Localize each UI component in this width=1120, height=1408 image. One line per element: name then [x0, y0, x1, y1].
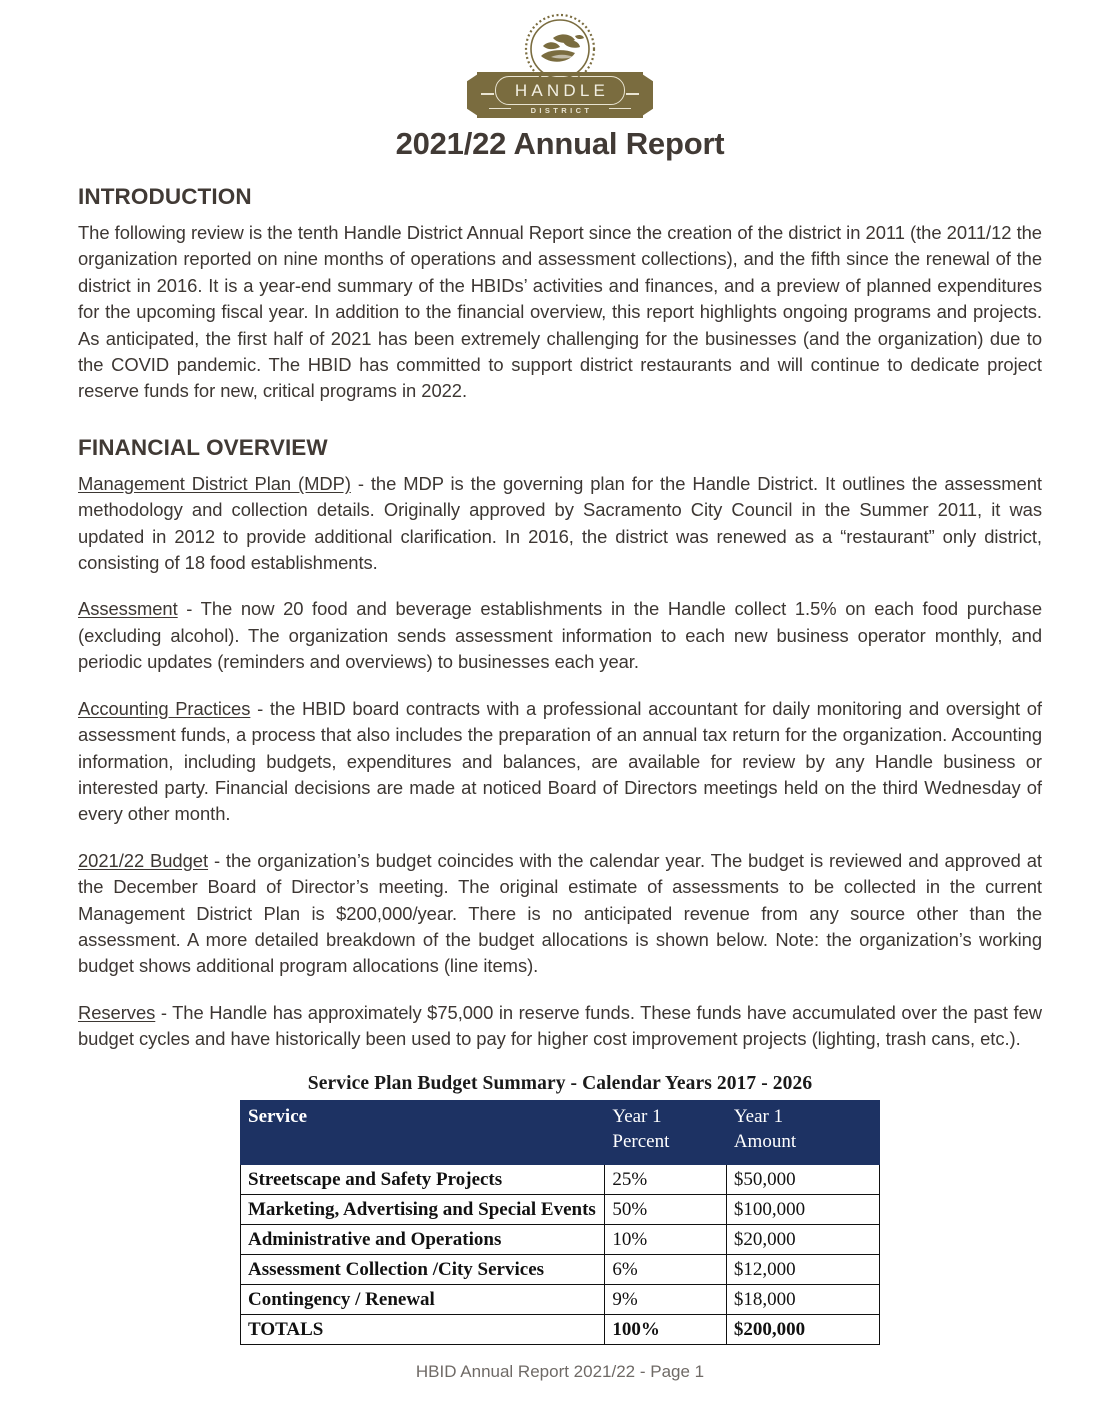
cell-service: Streetscape and Safety Projects [241, 1164, 605, 1194]
cell-amount: $20,000 [726, 1224, 879, 1254]
logo-block [78, 0, 1042, 118]
logo-subtitle-rule-right [609, 108, 631, 109]
budget-table-body [241, 1164, 880, 1344]
logo-dash-right [626, 93, 639, 95]
cell-amount: $100,000 [726, 1194, 879, 1224]
cell-service-totals: TOTALS [241, 1314, 605, 1344]
page-footer: HBID Annual Report 2021/22 - Page 1 [415, 1362, 705, 1381]
financial-item-budget-text: - the organization’s budget coincides with the calendar year. The budget is reviewed and approved at the December Board of Director’s meeting. The original estimate of assessments to be collected in the current Management District Plan is $200,000/year. There is no anticipated revenue from any source other than the assessment. A more detailed breakdown of the budget allocations is shown below. Note: the organization’s working budget shows additional program allocations (line items). [78, 849, 1042, 977]
column-header-year1-percent-line1: Year 1 [612, 1105, 662, 1127]
table-row [241, 1254, 880, 1284]
leaf-emblem-icon [523, 12, 597, 86]
financial-item-budget [78, 848, 1042, 980]
financial-item-reserves-lead: Reserves [78, 1001, 156, 1023]
cell-percent: 25% [605, 1164, 726, 1194]
logo-dash-left [481, 93, 494, 95]
table-row-totals [241, 1314, 880, 1344]
cell-percent: 9% [605, 1284, 726, 1314]
cell-percent: 10% [605, 1224, 726, 1254]
section-heading-introduction: INTRODUCTION [78, 184, 252, 209]
cell-service: Contingency / Renewal [241, 1284, 605, 1314]
column-header-service-line1: Service [248, 1105, 308, 1127]
financial-item-assessment [78, 596, 1042, 675]
cell-percent: 50% [605, 1194, 726, 1224]
financial-item-budget-lead: 2021/22 Budget [78, 849, 209, 871]
cell-amount-totals: $200,000 [726, 1314, 879, 1344]
column-header-year1-percent [605, 1100, 726, 1164]
table-row [241, 1284, 880, 1314]
financial-item-assessment-text: - The now 20 food and beverage establishments in the Handle collect 1.5% on each food purchase (excluding alcohol). The organization sends assessment information to each new business operator monthly, and periodic updates (reminders and overviews) to businesses each year. [78, 598, 1042, 673]
introduction-paragraph: The following review is the tenth Handle District Annual Report since the creation of the district in 2011 (the 2011/12 the organization reported on nine months of operations and assessment collections), and the fifth since the renewal of the district in 2016. It is a year-end summary of the HBIDs’ activities and finances, and a preview of planned expenditures for the upcoming fiscal year. In addition to the financial overview, this report highlights ongoing programs and projects. As anticipated, the first half of 2021 has been extremely challenging for the businesses (and the organization) due to the COVID pandemic. The HBID has committed to support district restaurants and will continue to dedicate project reserve funds for new, critical programs in 2022. [78, 222, 1042, 402]
cell-amount: $12,000 [726, 1254, 879, 1284]
budget-table [240, 1100, 880, 1345]
page-title: 2021/22 Annual Report [395, 126, 725, 161]
column-header-year1-percent-line2: Percent [612, 1130, 670, 1152]
budget-table-head [241, 1100, 880, 1164]
financial-item-mdp [78, 471, 1042, 577]
cell-amount: $18,000 [726, 1284, 879, 1314]
table-row [241, 1194, 880, 1224]
financial-item-mdp-text: - the MDP is the governing plan for the Handle District. It outlines the assessment methodology and collection details. Originally approved by Sacramento City Council in the Summer 2011, it was updated in 2012 to provide additional clarification. In 2016, the district was renewed as a “restaurant” only district, consisting of 18 food establishments. [78, 472, 1042, 574]
table-row [241, 1224, 880, 1254]
financial-item-mdp-lead: Management District Plan (MDP) [78, 472, 351, 494]
financial-item-accounting-practices-lead: Accounting Practices [78, 697, 251, 719]
column-header-service [241, 1100, 605, 1164]
financial-item-assessment-lead: Assessment [78, 598, 178, 620]
handle-district-logo [477, 12, 643, 118]
logo-subtitle: DISTRICT [530, 105, 593, 115]
cell-service: Assessment Collection /City Services [241, 1254, 605, 1284]
logo-subtitle-rule-left [489, 108, 511, 109]
column-header-year1-amount-line1: Year 1 [733, 1105, 784, 1127]
table-row [241, 1164, 880, 1194]
financial-item-reserves [78, 1000, 1042, 1053]
budget-table-section [78, 1073, 1042, 1345]
budget-table-header-row [241, 1100, 880, 1164]
cell-amount: $50,000 [726, 1164, 879, 1194]
column-header-year1-amount [726, 1100, 879, 1164]
section-heading-financial-overview: FINANCIAL OVERVIEW [78, 434, 328, 460]
cell-service: Marketing, Advertising and Special Events [241, 1194, 605, 1224]
cell-service: Administrative and Operations [241, 1224, 605, 1254]
column-header-year1-amount-line2: Amount [733, 1130, 797, 1152]
financial-item-reserves-text: - The Handle has approximately $75,000 in reserve funds. These funds have accumulated over the past few budget cycles and have historically been used to pay for higher cost improvement projects (lighting, trash cans, etc.). [78, 1001, 1042, 1050]
logo-wordmark: HANDLE [514, 80, 610, 100]
financial-item-accounting-practices-text: - the HBID board contracts with a professional accountant for daily monitoring and oversight of assessment funds, a process that also includes the preparation of an annual tax return for the organization. Accounting information, including budgets, expenditures and balances, are available for review by any Handle business or interested party. Financial decisions are made at noticed Board of Directors meetings held on the third Wednesday of every other month. [78, 697, 1042, 825]
budget-table-caption: Service Plan Budget Summary - Calendar Years 2017 - 2026 [307, 1072, 813, 1094]
cell-percent: 6% [605, 1254, 726, 1284]
financial-item-accounting-practices [78, 696, 1042, 828]
cell-percent-totals: 100% [605, 1314, 726, 1344]
